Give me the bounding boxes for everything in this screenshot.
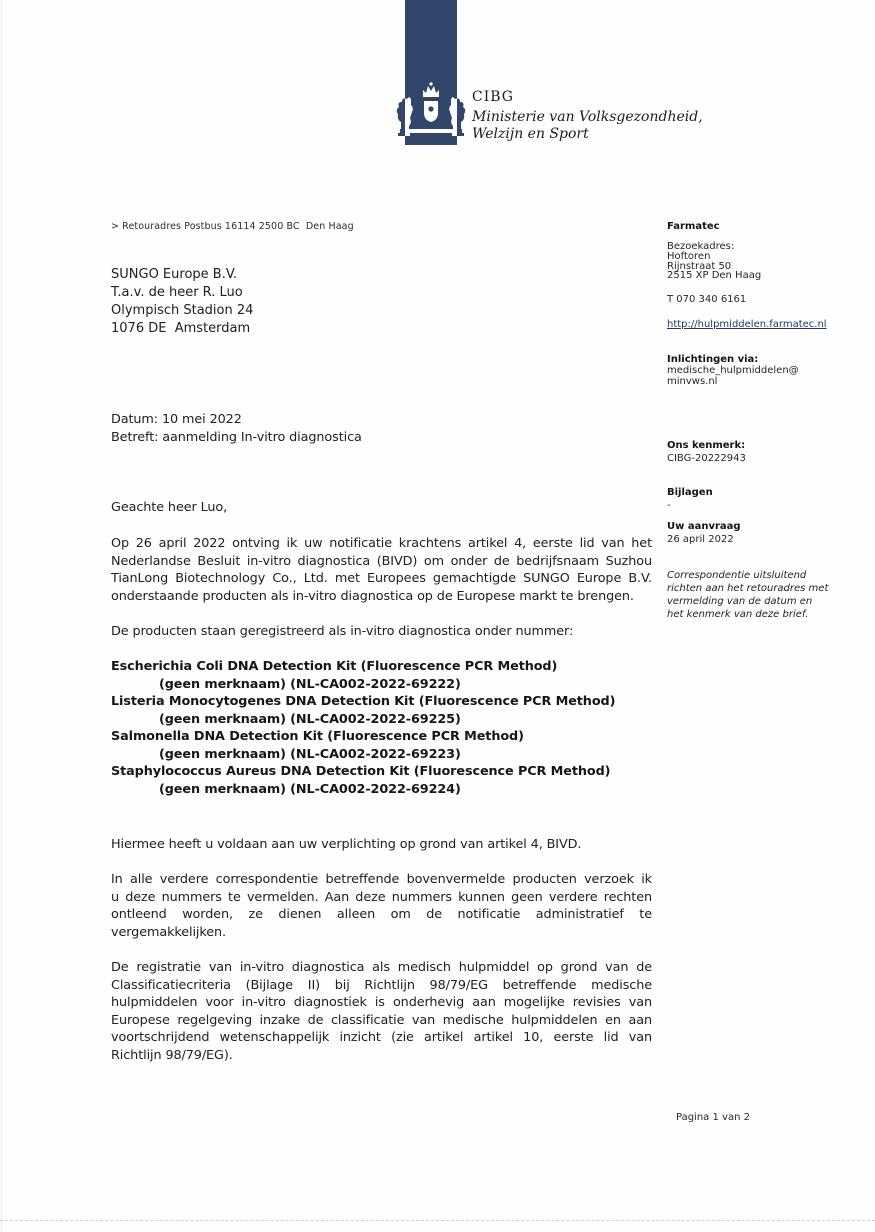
recipient-address: SUNGO Europe B.V. T.a.v. de heer R. Luo Olympisch Stadion 24 1076 DE Amsterdam bbox=[111, 267, 254, 336]
rijksoverheid-banner bbox=[392, 0, 476, 150]
sidebar-visit-address bbox=[667, 242, 852, 281]
inquiries-email: medische_hulpmiddelen@ minvws.nl bbox=[667, 365, 799, 388]
sidebar-department: Farmatec bbox=[667, 221, 720, 232]
inquiries-label: Inlichtingen via: bbox=[667, 354, 759, 365]
sidebar-correspondence-note: Correspondentie uitsluitend richten aan het retouradres met vermelding van de datum en het kenmerk van deze brief. bbox=[667, 570, 829, 620]
visit-address-lines: Hoftoren Rijnstraat 50 2515 XP Den Haag bbox=[667, 250, 762, 282]
sidebar-inquiries bbox=[667, 354, 852, 387]
scan-edge-artifact bbox=[1, 0, 2, 1232]
sidebar-website bbox=[667, 319, 852, 330]
paragraph-obligation: Hiermee heeft u voldaan aan uw verplichting op grond van artikel 4, BIVD. bbox=[111, 837, 582, 852]
attachments-value: - bbox=[667, 500, 671, 511]
registered-products-list: Escherichia Coli DNA Detection Kit (Fluorescence PCR Method) (geen merknaam) (NL-CA002-2022-69222) Listeria Monocytogenes DNA Detection Kit (Fluorescence PCR Method) (geen merknaam) (NL-CA002-2022-69225) Salmonella DNA Detection Kit (Fluorescence PCR Method) (geen merknaam) (NL-CA002-2022-69223) Staphylococcus Aureus DNA Detection Kit (Fluorescence PCR Method) (geen merknaam) (NL-CA002-2022-69224) bbox=[111, 659, 616, 797]
ministry-line2: Welzijn en Sport bbox=[472, 125, 589, 142]
subject-line: Betreft: aanmelding In-vitro diagnostica bbox=[111, 429, 362, 445]
ministry-name bbox=[472, 109, 703, 142]
paragraph-notification: Op 26 april 2022 ontving ik uw notificatie krachtens artikel 4, eerste lid van het Nederlandse Besluit in-vitro diagnostica (BIVD) om onder de bedrijfsnaam Suzhou TianLong Biotechnology Co., Ltd. met Europees gemachtigde SUNGO Europe B.V. onderstaande producten als in-vitro diagnostica op de Europese markt te brengen. bbox=[111, 536, 652, 604]
sidebar-reference bbox=[667, 440, 852, 464]
ministry-logo-text bbox=[472, 90, 703, 142]
date-line: Datum: 10 mei 2022 bbox=[111, 412, 242, 427]
scan-bottom-edge-artifact bbox=[0, 1220, 875, 1221]
date-subject-block bbox=[111, 411, 652, 446]
paragraph-correspondence: In alle verdere correspondentie betreffende bovenvermelde producten verzoek ik u deze nummers te vermelden. Aan deze nummers kunnen geen verdere rechten ontleend worden, ze dienen alleen om de notificatie administratief te vergemakkelijken. bbox=[111, 872, 652, 940]
ministry-line1: Ministerie van Volksgezondheid, bbox=[472, 109, 703, 125]
request-label: Uw aanvraag bbox=[667, 521, 741, 532]
sidebar-attachments bbox=[667, 487, 852, 511]
website-link[interactable]: http://hulpmiddelen.farmatec.nl bbox=[667, 319, 827, 330]
reference-label: Ons kenmerk: bbox=[667, 440, 746, 451]
request-date: 26 april 2022 bbox=[667, 534, 734, 545]
reference-number: CIBG-20222943 bbox=[667, 453, 746, 464]
return-address: > Retouradres Postbus 16114 2500 BC Den Haag bbox=[111, 221, 354, 232]
page-indicator: Pagina 1 van 2 bbox=[676, 1112, 750, 1123]
shield-lion-detail bbox=[428, 106, 433, 111]
banner-ribbon bbox=[405, 0, 457, 145]
attachments-label: Bijlagen bbox=[667, 487, 713, 498]
org-name: CIBG bbox=[472, 89, 514, 105]
sidebar-request bbox=[667, 521, 852, 545]
visit-address-label: Bezoekadres: bbox=[667, 241, 735, 252]
sidebar-phone: T 070 340 6161 bbox=[667, 294, 747, 305]
products-intro: De producten staan geregistreerd als in-vitro diagnostica onder nummer: bbox=[111, 624, 574, 639]
salutation: Geachte heer Luo, bbox=[111, 500, 228, 515]
paragraph-registration: De registratie van in-vitro diagnostica als medisch hulpmiddel op grond van de Classificatiecriteria (Bijlage II) bij Richtlijn 98/79/EG betreffende medische hulpmiddelen voor in-vitro diagnostiek is onderhevig aan mogelijke revisies van Europese regelgeving inzake de classificatie van medische hulpmiddelen en aan voortschrijdend wetenschappelijk inzicht (zie artikel artikel 10, eerste lid van Richtlijn 98/79/EG). bbox=[111, 960, 652, 1063]
